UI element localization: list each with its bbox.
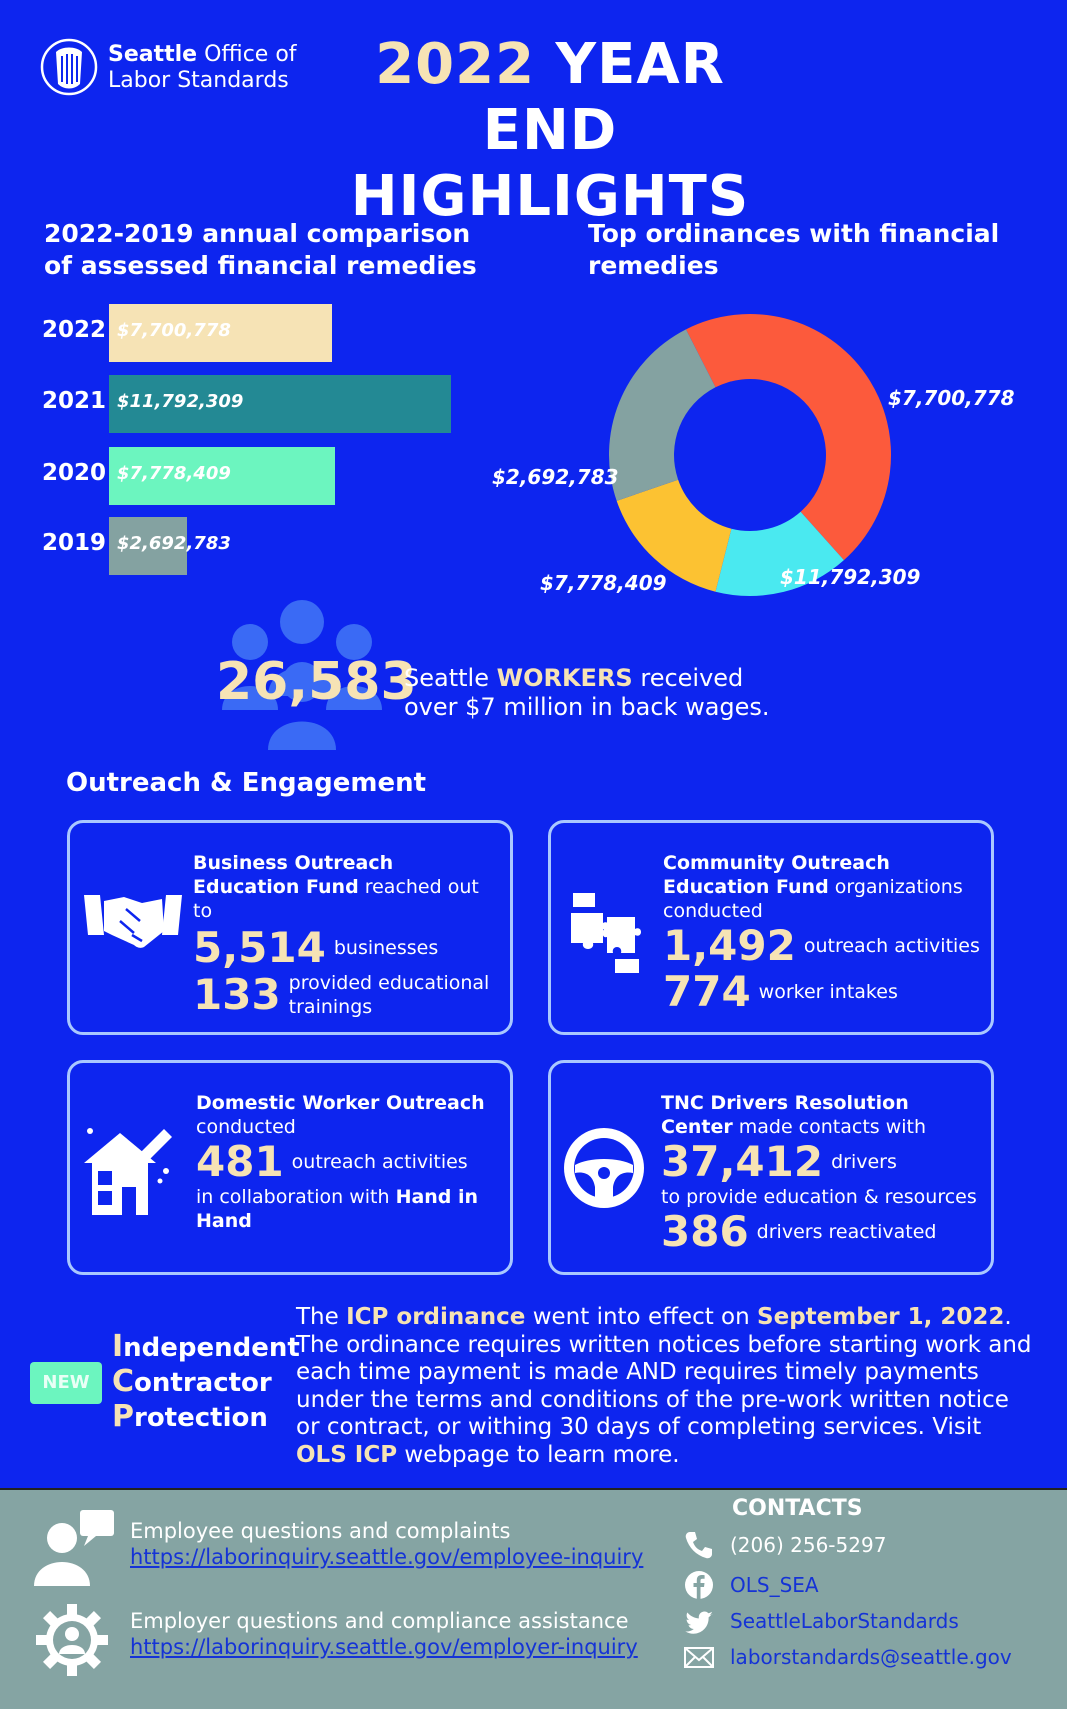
bar-year-label: 2020 [42,460,107,486]
employee-section: Employee questions and complaints https://laborinquiry.seattle.gov/employee-inquiry [130,1519,644,1569]
drivers-reactivated-count: 386 [661,1207,749,1256]
bar-year-label: 2019 [42,530,107,556]
steering-wheel-icon [563,1127,645,1209]
email-icon [684,1642,714,1672]
ols-icp-link[interactable]: OLS ICP [296,1441,398,1468]
phone-icon [684,1530,714,1560]
phone-number[interactable]: (206) 256-5297 [730,1533,887,1557]
donut-label-other: $2,692,783 [492,465,619,489]
person-speech-icon [34,1510,114,1586]
twitter-icon [684,1607,714,1637]
tnc-drivers-card [548,1060,994,1275]
donut-label-premium-pay: $7,700,778 [888,386,1015,410]
employee-inquiry-link[interactable]: https://laborinquiry.seattle.gov/employee-inquiry [130,1545,644,1569]
bar-2021 [109,375,451,433]
contacts-title: CONTACTS [732,1496,863,1521]
bar-row-2019 [42,517,461,575]
twitter-handle[interactable]: SeattleLaborStandards [730,1609,959,1633]
donut-label-paid-sick: $11,792,309 [780,565,921,589]
intakes-count: 774 [663,967,751,1016]
page-title: 2022 YEAR END HIGHLIGHTS [350,32,750,229]
seattle-logo-icon [40,38,98,96]
bar-row-2022 [42,304,461,362]
new-badge: NEW [30,1362,102,1404]
activities-count: 1,492 [663,921,796,970]
employer-inquiry-link[interactable]: https://laborinquiry.seattle.gov/employer-inquiry [130,1635,638,1659]
domestic-worker-card [67,1060,513,1275]
bar-value-label: $2,692,783 [117,533,231,554]
driver-contacts-count: 37,412 [661,1137,824,1186]
icp-name: Independent Contractor Protection [112,1329,300,1434]
org-name: Seattle Office of Labor Standards [108,42,297,93]
community-outreach-card [548,820,994,1035]
bar-row-2020 [42,447,461,505]
trainings-count: 133 [193,970,281,1019]
donut-chart [605,310,895,600]
house-cleaning-icon [84,1123,176,1219]
outreach-title: Outreach & Engagement [66,768,427,798]
bar-year-label: 2021 [42,388,107,414]
employer-section: Employer questions and compliance assistance https://laborinquiry.seattle.gov/employer-inquiry [130,1609,638,1659]
business-outreach-card [67,820,513,1035]
domestic-worker-text: Domestic Worker Outreach conducted 481 outreach activities in collaboration with Hand in Hand [196,1092,485,1232]
bar-value-label: $7,700,778 [117,320,231,341]
email-address[interactable]: laborstandards@seattle.gov [730,1645,1012,1669]
title-year: 2022 [375,32,536,97]
bar-2022 [109,304,332,362]
bar-value-label: $11,792,309 [117,391,244,412]
bar-2019 [109,517,231,575]
donut-label-wage-theft: $7,778,409 [540,571,667,595]
donut-chart-title: Top ordinances with financial remedies [588,219,1000,280]
bar-chart-title: 2022-2019 annual comparison of assessed financial remedies [44,219,477,280]
workers-count: 26,583 [216,652,417,712]
tnc-drivers-text: TNC Drivers Resolution Center made contacts with 37,412 drivers to provide education & resources 386 drivers reactivated [661,1092,977,1256]
bar-2020 [109,447,335,505]
bar-value-label: $7,778,409 [117,463,231,484]
bar-year-label: 2022 [42,317,107,343]
business-count: 5,514 [193,923,326,972]
facebook-handle[interactable]: OLS_SEA [730,1573,819,1597]
facebook-icon [684,1570,714,1600]
gear-person-icon [36,1604,108,1676]
icp-description: The ICP ordinance went into effect on September 1, 2022. The ordinance requires written notices before starting work and each time payment is made AND requires timely payments under the terms and conditions of the pre-work written notice or contract, or withing 30 days of completing services. Visit OLS ICP webpage to learn more. [296,1304,1032,1468]
bar-row-2021 [42,375,461,433]
handshake-icon [84,891,182,951]
community-outreach-text: Community Outreach Education Fund organizations conducted 1,492 outreach activities 774 worker intakes [663,852,980,1016]
business-outreach-text: Business Outreach Education Fund reached out to 5,514 businesses 133 provided educational trainings [193,852,490,1019]
domestic-activities-count: 481 [196,1137,284,1186]
puzzle-hands-icon [565,893,649,975]
workers-description: Seattle WORKERS received over $7 million in back wages. [404,664,770,721]
